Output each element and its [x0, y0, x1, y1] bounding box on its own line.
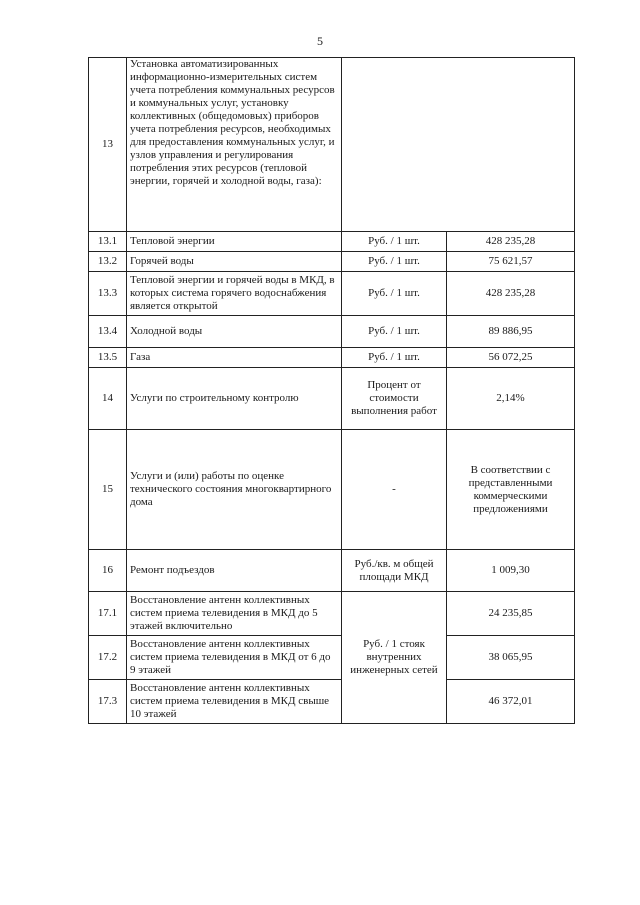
table-row	[89, 58, 575, 232]
row-name: Ремонт подъездов	[127, 550, 342, 592]
row-name: Услуги и (или) работы по оценке технического состояния многоквартирного дома	[127, 430, 342, 550]
row-price: 38 065,95	[447, 636, 575, 680]
row-unit: Руб. / 1 шт.	[342, 272, 447, 316]
row-number: 16	[89, 550, 127, 592]
table-row	[89, 348, 575, 368]
row-number: 13.5	[89, 348, 127, 368]
row-number: 17.2	[89, 636, 127, 680]
row-number: 17.3	[89, 680, 127, 724]
row-unit: Руб. / 1 шт.	[342, 348, 447, 368]
row-price: 56 072,25	[447, 348, 575, 368]
row-price: 75 621,57	[447, 252, 575, 272]
table-row	[89, 636, 575, 680]
row-name: Восстановление антенн коллективных систем приема телевидения в МКД свыше 10 этажей	[127, 680, 342, 724]
row-number: 15	[89, 430, 127, 550]
table-row	[89, 430, 575, 550]
row-name: Услуги по строительному контролю	[127, 368, 342, 430]
table-row	[89, 680, 575, 724]
row-unit: Процент от стоимости выполнения работ	[342, 368, 447, 430]
row-number: 17.1	[89, 592, 127, 636]
row-price: 1 009,30	[447, 550, 575, 592]
row-price: 428 235,28	[447, 272, 575, 316]
table-row	[89, 272, 575, 316]
row-number: 14	[89, 368, 127, 430]
row-unit-empty	[342, 58, 575, 232]
row-price: 428 235,28	[447, 232, 575, 252]
row-unit: Руб./кв. м общей площади МКД	[342, 550, 447, 592]
row-number: 13.1	[89, 232, 127, 252]
row-name: Тепловой энергии и горячей воды в МКД, в которых система горячего водоснабжения является открытой	[127, 272, 342, 316]
table-row	[89, 316, 575, 348]
row-unit-merged: Руб. / 1 стояк внутренних инженерных сетей	[342, 592, 447, 724]
row-number: 13.3	[89, 272, 127, 316]
row-price: 89 886,95	[447, 316, 575, 348]
row-number: 13.2	[89, 252, 127, 272]
row-price: В соответствии с представленными коммерческими предложениями	[447, 430, 575, 550]
row-name: Газа	[127, 348, 342, 368]
row-unit: -	[342, 430, 447, 550]
row-unit: Руб. / 1 шт.	[342, 232, 447, 252]
row-name: Восстановление антенн коллективных систем приема телевидения в МКД до 5 этажей включительно	[127, 592, 342, 636]
row-number: 13.4	[89, 316, 127, 348]
table-row	[89, 550, 575, 592]
row-name: Тепловой энергии	[127, 232, 342, 252]
row-name: Установка автоматизированных информационно-измерительных систем учета потребления коммунальных ресурсов и коммунальных услуг, установку коллективных (общедомовых) приборов учета потребления ресурсов, необходимых для предоставления коммунальных услуг, и узлов управления и регулирования потребления этих ресурсов (тепловой энергии, горячей и холодной воды, газа):	[127, 58, 342, 232]
table-row	[89, 232, 575, 252]
row-unit: Руб. / 1 шт.	[342, 316, 447, 348]
tariff-table	[88, 57, 575, 724]
row-unit: Руб. / 1 шт.	[342, 252, 447, 272]
row-price: 46 372,01	[447, 680, 575, 724]
table-row	[89, 252, 575, 272]
row-price: 24 235,85	[447, 592, 575, 636]
page-number: 5	[317, 34, 323, 48]
row-name: Восстановление антенн коллективных систем приема телевидения в МКД от 6 до 9 этажей	[127, 636, 342, 680]
table-row	[89, 592, 575, 636]
table-row	[89, 368, 575, 430]
row-number: 13	[89, 58, 127, 232]
row-name: Горячей воды	[127, 252, 342, 272]
row-name: Холодной воды	[127, 316, 342, 348]
row-price: 2,14%	[447, 368, 575, 430]
